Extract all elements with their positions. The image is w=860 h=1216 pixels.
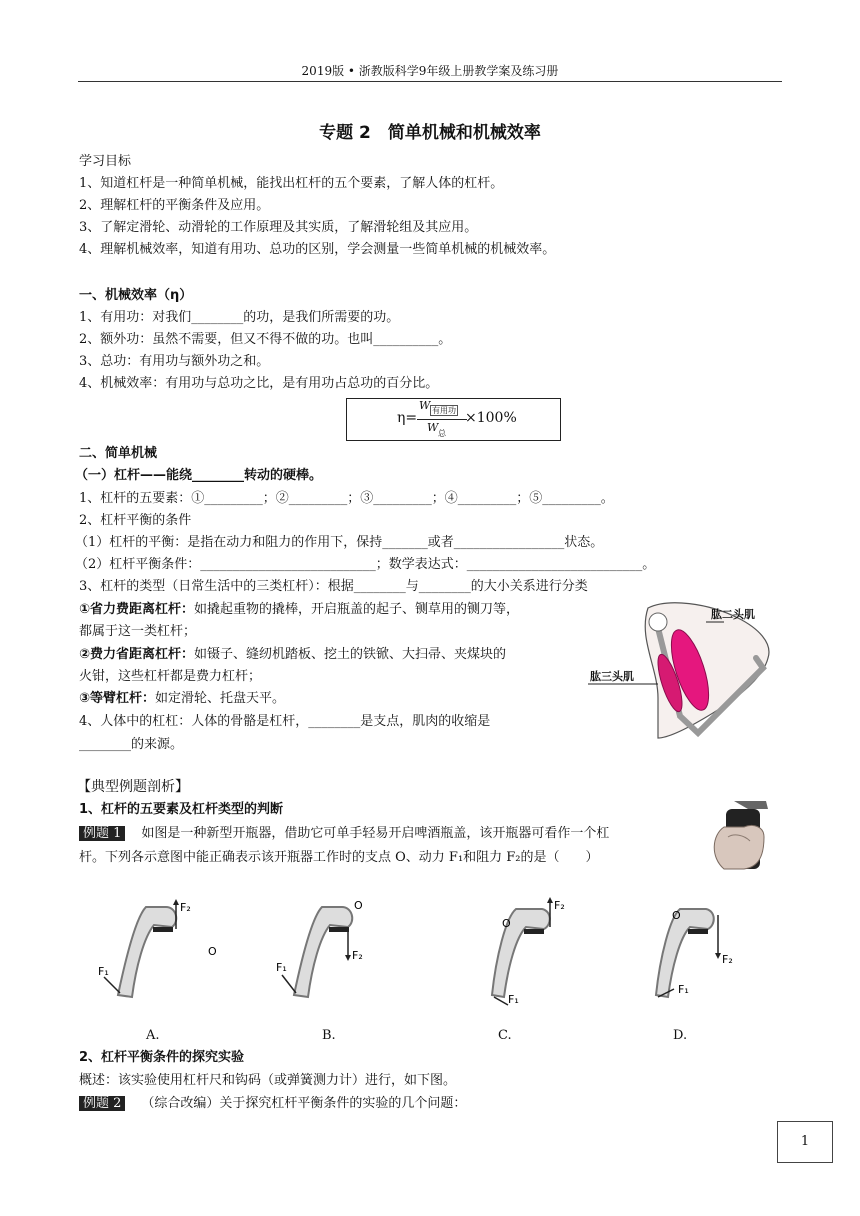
example1-text: 如图是一种新型开瓶器，借助它可单手轻易开启啤酒瓶盖，该开瓶器可看作一个杠 (141, 826, 610, 841)
examples-heading: 【典型例题剖析】 (77, 779, 189, 795)
lever-type-1 (79, 600, 519, 620)
section2-heading: 二、简单机械 (79, 446, 158, 461)
option-c-diagram (452, 897, 582, 1023)
section2-line: 1、杠杆的五要素：①_________；②_________；③_________；④_________；⑤_________。 (79, 491, 614, 506)
lever-type-text: 如撬起重物的撬棒，开启瓶盖的起子、铡草用的铡刀等， (194, 602, 520, 617)
lever-type-text: 如定滑轮、托盘天平。 (155, 691, 286, 706)
section2-line: （1）杠杆的平衡：是指在动力和阻力的作用下，保持_______或者_________________状态。 (75, 535, 604, 550)
formula-lhs: η= (397, 410, 418, 426)
section2-line: 2、杠杆平衡的条件 (79, 513, 192, 528)
formula-denominator-sub: 总 (438, 429, 446, 438)
section1-line: 3、总功：有用功与额外功之和。 (79, 354, 270, 369)
lever-type-2 (79, 645, 506, 665)
option-b-label: B. (322, 1028, 336, 1043)
page-title: 专题 2 简单机械和机械效率 (319, 123, 541, 143)
section2-line: 3、杠杆的类型（日常生活中的三类杠杆）：根据________与________的大小关系进行分类 (79, 579, 588, 594)
option-a-diagram (96, 897, 230, 1023)
fraction-bar (417, 419, 467, 420)
bottle-opener-photo (704, 797, 782, 883)
page-number: 1 (777, 1121, 833, 1163)
lever-type-label: ③等臂杠杆： (79, 691, 156, 706)
formula-numerator: W (419, 399, 431, 412)
lever-type-3 (79, 689, 285, 709)
lever-type-label: ②费力省距离杠杆： (79, 647, 195, 662)
goal-item: 4、理解机械效率，知道有用功、总功的区别，学会测量一些简单机械的机械效率。 (79, 242, 556, 257)
option-a-label: A. (146, 1028, 160, 1043)
goal-item: 2、理解杠杆的平衡条件及应用。 (79, 198, 270, 213)
goals-heading: 学习目标 (79, 154, 132, 169)
example2-line (79, 1094, 466, 1114)
formula-denominator: W (427, 421, 439, 434)
header-divider (78, 81, 782, 82)
label-f1: F₁ (678, 983, 689, 996)
label-o: O (502, 917, 511, 930)
lever-type-label: ①省力费距离杠杆： (79, 602, 195, 617)
human-lever-line: 4、人体中的杠杠：人体的骨骼是杠杆，________是支点，肌肉的收缩是 (79, 714, 491, 729)
formula-numerator-sub: 有用功 (432, 406, 456, 415)
page-header: 2019版 • 浙教版科学9年级上册教学案及练习册 (301, 64, 559, 78)
section1-line: 2、额外功：虽然不需要，但又不得不做的功。也叫__________。 (79, 332, 452, 347)
lever-type-text: 如镊子、缝纫机踏板、挖土的铁锨、大扫帚、夹煤块的 (194, 647, 507, 662)
example1-line (79, 824, 609, 844)
lever-type-text-cont: 都属于这一类杠杆； (79, 624, 197, 639)
example2-tag: 例题 2 (79, 1096, 125, 1111)
example2-text: （综合改编）关于探究杠杆平衡条件的实验的几个问题： (141, 1096, 467, 1111)
biceps-label: 肱二头肌 (711, 608, 755, 621)
examples-sub2: 2、杠杆平衡条件的探究实验 (79, 1050, 245, 1065)
lever-definition: （一）杠杆——能绕________转动的硬棒。 (75, 468, 323, 483)
formula-rhs: ×100% (465, 410, 517, 426)
example1-text-cont: 杆。下列各示意图中能正确表示该开瓶器工作时的支点 O、动力 F₁和阻力 F₂的是（ ） (79, 850, 599, 865)
label-f2: F₂ (352, 949, 363, 962)
section1-line: 4、机械效率：有用功与总功之比，是有用功占总功的百分比。 (79, 376, 439, 391)
experiment-overview: 概述：该实验使用杠杆尺和钩码（或弹簧测力计）进行，如下图。 (79, 1073, 457, 1088)
label-f1: F₁ (508, 993, 519, 1006)
section1-line: 1、有用功：对我们________的功，是我们所需要的功。 (79, 310, 400, 325)
option-d-diagram (626, 897, 756, 1023)
label-f1: F₁ (98, 965, 109, 978)
example1-tag: 例题 1 (79, 826, 125, 841)
goal-item: 1、知道杠杆是一种简单机械，能找出杠杆的五个要素，了解人体的杠杆。 (79, 176, 504, 191)
lever-type-text-cont: 火钳，这些杠杆都是费力杠杆； (79, 669, 262, 684)
section1-heading: 一、机械效率（η） (79, 288, 193, 303)
label-f1: F₁ (276, 961, 287, 974)
triceps-label: 肱三头肌 (590, 670, 634, 683)
label-o: O (354, 899, 363, 912)
arm-muscle-illustration (588, 598, 784, 746)
label-o: O (208, 945, 217, 958)
human-lever-line: ________的来源。 (79, 737, 184, 752)
section2-line: （2）杠杆平衡条件：___________________________；数学表达式：___________________________。 (75, 557, 656, 572)
option-d-label: D. (673, 1028, 688, 1043)
option-c-label: C. (498, 1028, 512, 1043)
label-f2: F₂ (180, 901, 191, 914)
label-f2: F₂ (722, 953, 733, 966)
examples-sub1: 1、杠杆的五要素及杠杆类型的判断 (79, 802, 284, 817)
efficiency-formula (346, 398, 561, 441)
option-b-diagram (272, 897, 400, 1023)
label-o: O (672, 909, 681, 922)
label-f2: F₂ (554, 899, 565, 912)
goal-item: 3、了解定滑轮、动滑轮的工作原理及其实质，了解滑轮组及其应用。 (79, 220, 478, 235)
